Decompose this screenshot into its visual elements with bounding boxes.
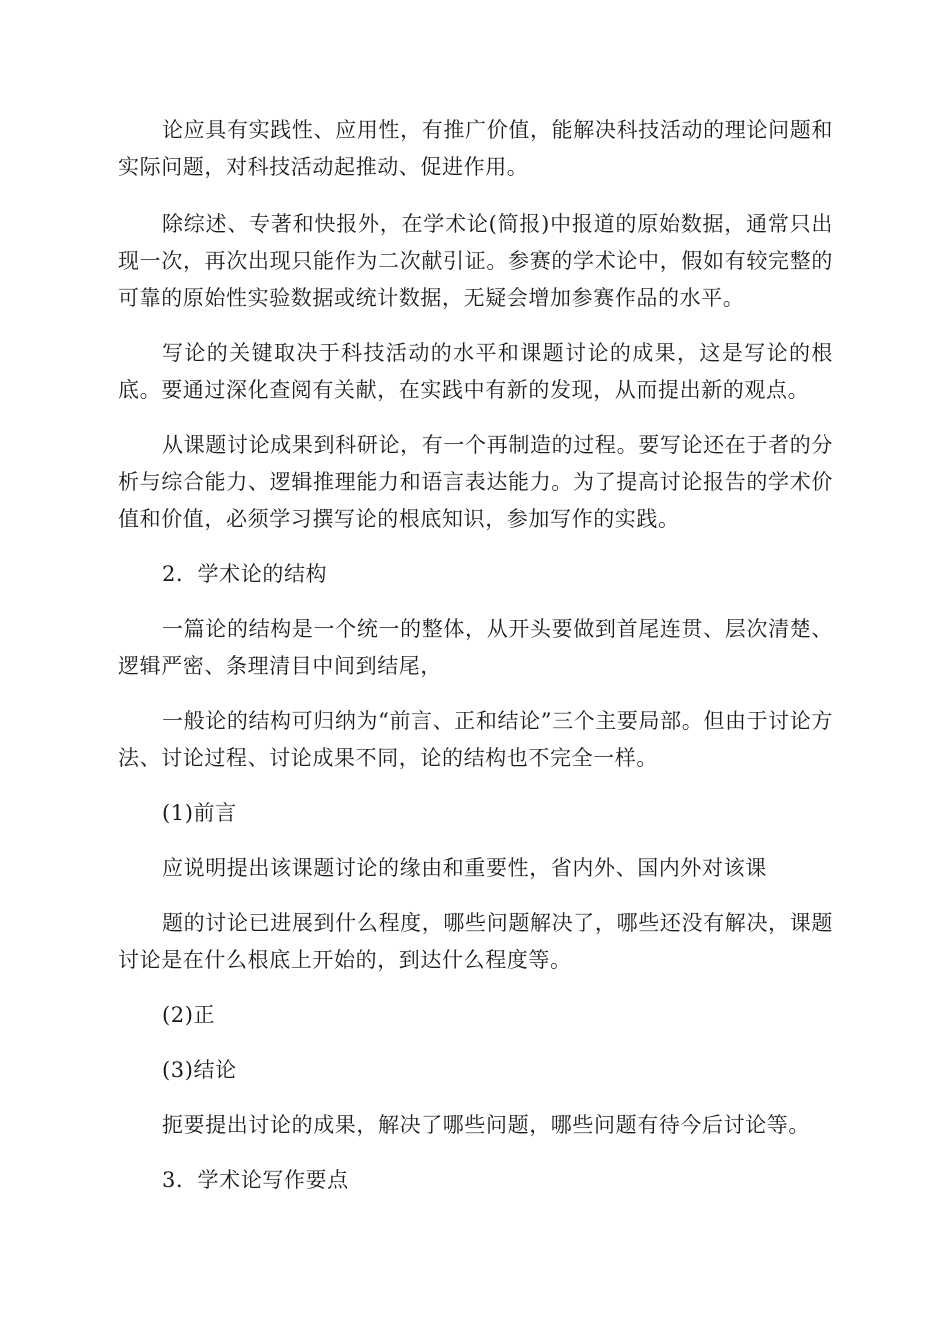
subsection-heading: (2)正 — [162, 1003, 216, 1027]
subsection-heading: (1)前言 — [162, 801, 237, 825]
paragraph: 一篇论的结构是一个统一的整体，从开头要做到首尾连贯、层次清楚、逻辑严密、条理清目中间到结尾， — [118, 617, 833, 678]
subsection-heading: (3)结论 — [162, 1058, 237, 1082]
paragraph: 论应具有实践性、应用性，有推广价值，能解决科技活动的理论问题和实际问题，对科技活动起推动、促进作用。 — [118, 118, 833, 179]
paragraph: 题的讨论已进展到什么程度，哪些问题解决了，哪些还没有解决，课题讨论是在什么根底上开始的，到达什么程度等。 — [118, 911, 833, 972]
paragraph: 写论的关键取决于科技活动的水平和课题讨论的成果，这是写论的根底。要通过深化查阅有关献，在实践中有新的发现，从而提出新的观点。 — [118, 341, 833, 402]
paragraph: 应说明提出该课题讨论的缘由和重要性，省内外、国内外对该课 — [162, 856, 767, 880]
paragraph: 扼要提出讨论的成果，解决了哪些问题，哪些问题有待今后讨论等。 — [162, 1113, 810, 1137]
paragraph: 从课题讨论成果到科研论，有一个再制造的过程。要写论还在于者的分析与综合能力、逻辑推理能力和语言表达能力。为了提高讨论报告的学术价值和价值，必须学习撰写论的根底知识，参加写作的实践。 — [118, 433, 833, 531]
section-heading: 3．学术论写作要点 — [162, 1168, 349, 1192]
paragraph: 除综述、专著和快报外，在学术论(简报)中报道的原始数据，通常只出现一次，再次出现只能作为二次献引证。参赛的学术论中，假如有较完整的可靠的原始性实验数据或统计数据，无疑会增加参赛作品的水平。 — [118, 212, 833, 310]
section-heading: 2．学术论的结构 — [162, 562, 328, 586]
document-body — [118, 112, 833, 1217]
paragraph: 一般论的结构可归纳为“前言、正和结论”三个主要局部。但由于讨论方法、讨论过程、讨论成果不同，论的结构也不完全一样。 — [118, 709, 833, 770]
